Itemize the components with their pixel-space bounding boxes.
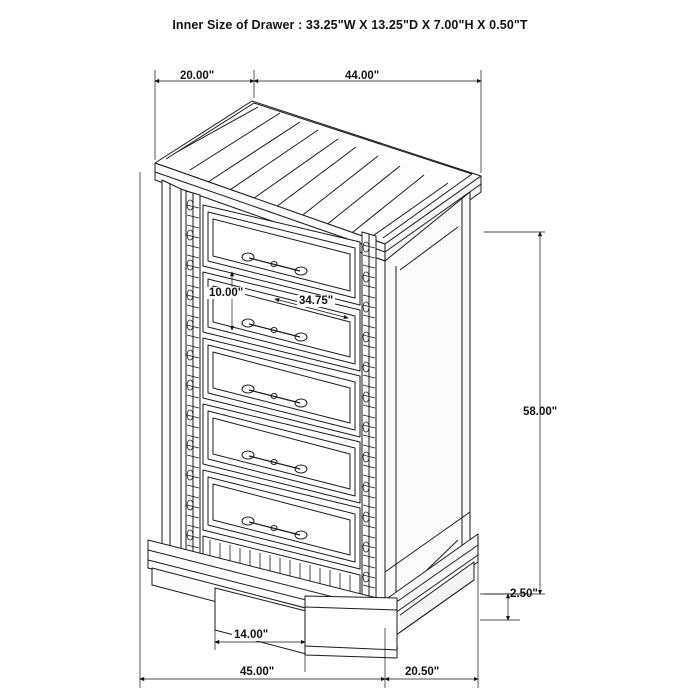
dimension-label-drawer-width: 34.75" xyxy=(299,295,334,307)
dimension-label-overall-height: 58.00" xyxy=(523,406,558,418)
dimension-label-overall-depth: 20.50" xyxy=(405,666,440,678)
chest-body xyxy=(140,70,545,688)
dimension-label-foot-width: 14.00" xyxy=(234,629,269,641)
dimension-label-drawer-height: 10.00" xyxy=(209,287,244,299)
dimension-label-overall-width: 45.00" xyxy=(240,666,275,678)
page-title: Inner Size of Drawer : 33.25"W X 13.25"D X 7.00"H X 0.50"T xyxy=(172,18,528,32)
dimension-label-width-top: 44.00" xyxy=(345,70,380,82)
dimension-label-base-height: 2.50" xyxy=(510,588,538,600)
dimension-label-depth-top: 20.00" xyxy=(180,70,215,82)
